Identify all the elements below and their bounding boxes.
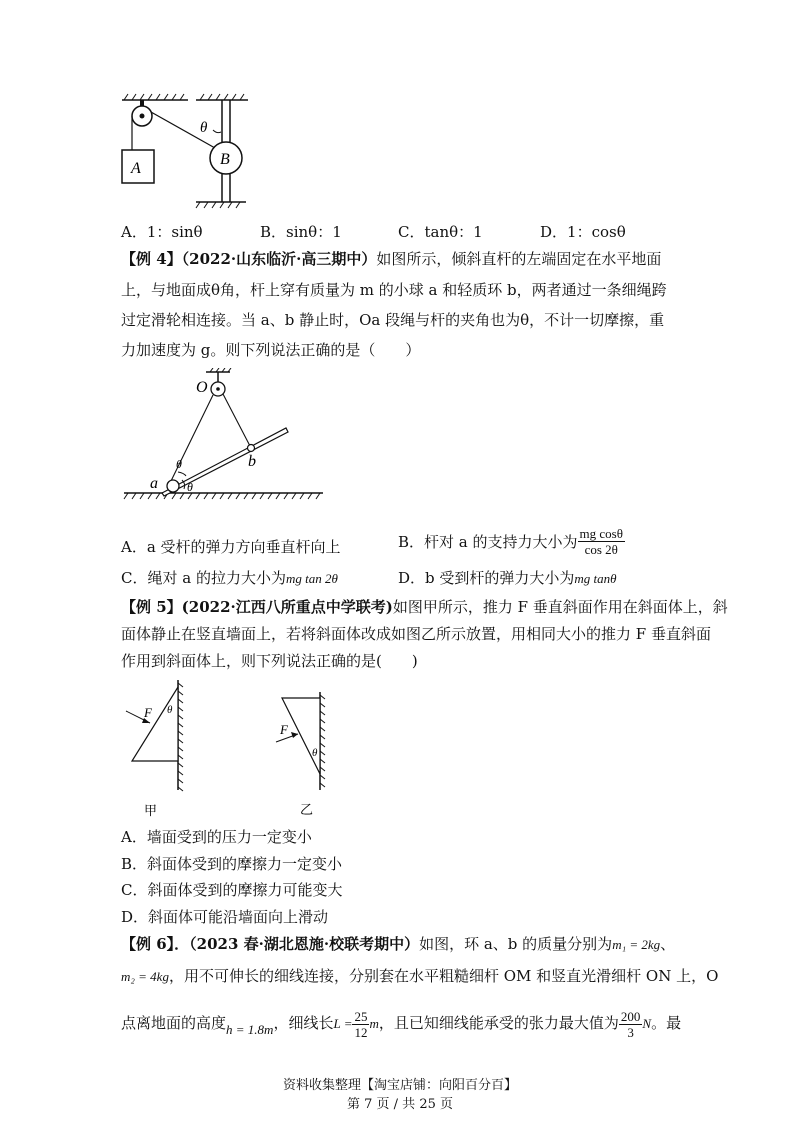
jia-caption: 甲 xyxy=(144,803,158,818)
ex4-option-b-fraction: $\frac{\text{mg cosθ}}{\cos 2\theta}$ xyxy=(579,526,623,557)
ex5-line3: 作用到斜面体上，则下列说法正确的是( ) xyxy=(121,652,418,670)
ex5-option-c: C．斜面体受到的摩擦力可能变大 xyxy=(121,881,343,899)
figure-wedge-yi xyxy=(268,690,343,820)
ex6-L-fraction: $\frac{25}{12}$ xyxy=(354,1008,368,1040)
ex5-line1: 【例 5】(2022·江西八所重点中学联考)如图甲所示，推力 F 垂直斜面作用在斜面体上，斜 xyxy=(121,598,728,616)
ex4-fig-label-O: O xyxy=(196,379,208,396)
yi-caption: 乙 xyxy=(300,802,314,817)
ex4-option-a: A．a 受杆的弹力方向垂直杆向上 xyxy=(121,538,341,556)
ex4-fig-label-b: b xyxy=(248,453,256,470)
ex6-line3: 点离地面的高度h = 1.8m，细线长L = $\frac{25}{12}$ m，且已知细线能承受的张力最大值为 $\frac{200}{3}$ N。最 xyxy=(121,1008,682,1040)
figure-wedge-jia xyxy=(120,675,195,820)
footer-source: 资料收集整理【淘宝店铺：向阳百分百】 xyxy=(282,1078,517,1093)
ex4-option-b: B．杆对 a 的支持力大小为 $\frac{\text{mg cosθ}}{\cos 2\theta}$ xyxy=(398,526,623,557)
ex4-fig-theta-2: θ xyxy=(187,480,193,494)
ex4-fig-theta-1: θ xyxy=(176,457,182,471)
figure-inclined-rod xyxy=(118,368,328,503)
yi-label-F: F xyxy=(280,722,288,737)
ex4-line3: 过定滑轮相连接。当 a、b 静止时，Oa 段绳与杆的夹角也为θ，不计一切摩擦，重 xyxy=(121,311,665,329)
jia-label-F: F xyxy=(144,705,152,720)
ex5-option-d: D．斜面体可能沿墙面向上滑动 xyxy=(121,908,329,926)
ex4-line4: 力加速度为 g。则下列说法正确的是（ ） xyxy=(121,341,421,359)
ex4-option-c: C．绳对 a 的拉力大小为mg tan 2θ xyxy=(121,569,338,587)
footer-page-number: 第 7 页 / 共 25 页 xyxy=(347,1097,453,1112)
ex4-option-d: D．b 受到杆的弹力大小为mg tanθ xyxy=(398,569,617,587)
ex5-option-a: A．墙面受到的压力一定变小 xyxy=(121,828,312,846)
ex5-option-b: B．斜面体受到的摩擦力一定变小 xyxy=(121,855,343,873)
q3-option-d: D．1：cosθ xyxy=(540,223,626,241)
ex4-line1: 【例 4】（2022·山东临沂·高三期中）如图所示，倾斜直杆的左端固定在水平地面 xyxy=(121,250,662,268)
fig1-label-A: A xyxy=(131,160,141,177)
ex6-T-fraction: $\frac{200}{3}$ xyxy=(620,1008,641,1040)
yi-label-theta: θ xyxy=(312,747,318,759)
q3-option-c: C．tanθ：1 xyxy=(398,223,483,241)
figure-pulley-block-ring xyxy=(118,92,258,217)
jia-label-theta: θ xyxy=(167,704,173,716)
ex6-line1: 【例 6】．（2023 春·湖北恩施·校联考期中）如图，环 a、b 的质量分别为m₁ = 2kg、 xyxy=(121,935,676,953)
q3-option-b: B．sinθ：1 xyxy=(260,223,342,241)
ex6-line2: m₂ = 4kg，用不可伸长的细线连接，分别套在水平粗糙细杆 OM 和竖直光滑细杆 ON 上，O xyxy=(121,967,719,985)
fig1-label-theta: θ xyxy=(200,120,208,136)
ex5-line2: 面体静止在竖直墙面上，若将斜面体改成如图乙所示放置，用相同大小的推力 F 垂直斜面 xyxy=(121,625,711,643)
ex4-fig-label-a: a xyxy=(150,475,158,492)
fig1-label-B: B xyxy=(220,151,230,168)
ex4-line2: 上，与地面成θ角，杆上穿有质量为 m 的小球 a 和轻质环 b，两者通过一条细绳跨 xyxy=(121,281,667,299)
q3-option-a: A．1：sinθ xyxy=(121,223,203,241)
